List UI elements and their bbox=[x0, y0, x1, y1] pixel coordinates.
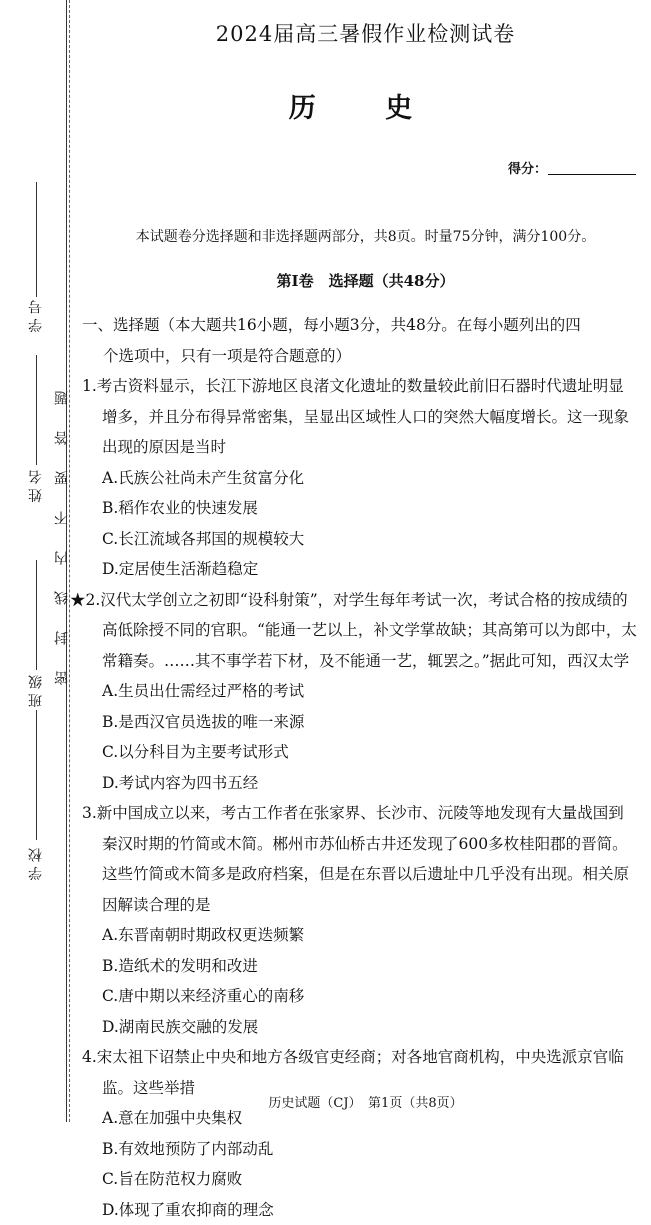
score-blank[interactable] bbox=[548, 174, 636, 175]
seal-warning-text: 密封线内不要答题 bbox=[52, 365, 72, 685]
question-4-option-b[interactable]: B.有效地预防了内部动乱 bbox=[102, 1134, 398, 1165]
question-3-option-a[interactable]: A.东晋南朝时期政权更迭频繁 bbox=[102, 920, 398, 951]
question-1-options bbox=[82, 463, 638, 585]
exam-title: 2024届高三暑假作业检测试卷 bbox=[80, 18, 651, 48]
question-2-stem: ★2.汉代太学创立之初即“设科射策”，对学生每年考试一次，考试合格的按成绩的高低除授不同的官职。“能通一艺以上，补文学掌故缺；其高第可以为郎中，太常籍奏。……其不事学若下材，及不能通一艺，辄罢之。”据此可知，西汉太学 bbox=[70, 585, 638, 677]
question-2-option-c[interactable]: C.以分科目为主要考试形式 bbox=[102, 737, 638, 768]
question-3-stem: 3.新中国成立以来，考古工作者在张家界、长沙市、沅陵等地发现有大量战国到秦汉时期的竹简或木简。郴州市苏仙桥古井还发现了600多枚桂阳郡的晋简。这些竹简或木简多是政府档案，但是在东晋以后遗址中几乎没有出现。相关原因解读合理的是 bbox=[82, 798, 638, 920]
question-1-option-c[interactable]: C.长江流域各邦国的规模较大 bbox=[102, 524, 398, 555]
question-3-option-d[interactable]: D.湖南民族交融的发展 bbox=[102, 1012, 398, 1043]
part-title: 第Ⅰ卷 选择题（共48分） bbox=[80, 270, 651, 291]
question-2 bbox=[82, 585, 638, 799]
question-1-option-a[interactable]: A.氏族公社尚未产生贫富分化 bbox=[102, 463, 398, 494]
question-area bbox=[82, 310, 638, 1225]
name-label: 姓 名 bbox=[28, 470, 44, 502]
section-instructions-line-1: 一、选择题（本大题共16小题，每小题3分，共48分。在每小题列出的四 bbox=[82, 316, 581, 334]
question-3 bbox=[82, 798, 638, 1042]
exam-notice: 本试题卷分选择题和非选择题两部分，共8页。时量75分钟，满分100分。 bbox=[80, 226, 651, 246]
school-label: 学 校 bbox=[28, 848, 44, 880]
question-4-stem: 4.宋太祖下诏禁止中央和地方各级官吏经商；对各地官商机构，中央选派京官临监。这些举措 bbox=[82, 1042, 638, 1103]
question-1-stem: 1.考古资料显示，长江下游地区良渚文化遗址的数量较此前旧石器时代遗址明显增多，并且分布得异常密集，呈显出区域性人口的突然大幅度增长。这一现象出现的原因是当时 bbox=[82, 371, 638, 463]
question-1 bbox=[82, 371, 638, 585]
question-4 bbox=[82, 1042, 638, 1225]
question-1-option-d[interactable]: D.定居使生活渐趋稳定 bbox=[102, 554, 398, 585]
question-2-options bbox=[82, 676, 638, 798]
question-1-option-b[interactable]: B.稻作农业的快速发展 bbox=[102, 493, 398, 524]
question-4-options bbox=[82, 1103, 638, 1225]
section-instructions-line-2: 个选项中，只有一项是符合题意的） bbox=[103, 347, 351, 365]
student-id-label: 学 号 bbox=[28, 300, 44, 332]
school-blank[interactable] bbox=[36, 710, 37, 840]
score-label: 得分： bbox=[508, 158, 547, 177]
question-3-option-c[interactable]: C.唐中期以来经济重心的南移 bbox=[102, 981, 398, 1012]
question-4-option-d[interactable]: D.体现了重农抑商的理念 bbox=[102, 1195, 398, 1225]
section-instructions bbox=[82, 310, 638, 371]
page-footer: 历史试题（CJ） 第1页（共8页） bbox=[80, 1092, 651, 1111]
question-3-option-b[interactable]: B.造纸术的发明和改进 bbox=[102, 951, 398, 982]
subject-title: 历 史 bbox=[80, 86, 651, 125]
student-id-blank[interactable] bbox=[36, 182, 37, 297]
name-blank[interactable] bbox=[36, 355, 37, 465]
question-4-option-c[interactable]: C.旨在防范权力腐败 bbox=[102, 1164, 398, 1195]
class-label: 班 级 bbox=[28, 675, 44, 707]
question-4-option-a[interactable]: A.意在加强中央集权 bbox=[102, 1103, 398, 1134]
question-2-option-b[interactable]: B.是西汉官员选拔的唯一来源 bbox=[102, 707, 638, 738]
question-2-option-a[interactable]: A.生员出仕需经过严格的考试 bbox=[102, 676, 638, 707]
class-blank[interactable] bbox=[36, 560, 37, 670]
question-2-option-d[interactable]: D.考试内容为四书五经 bbox=[102, 768, 638, 799]
question-3-options bbox=[82, 920, 638, 1042]
